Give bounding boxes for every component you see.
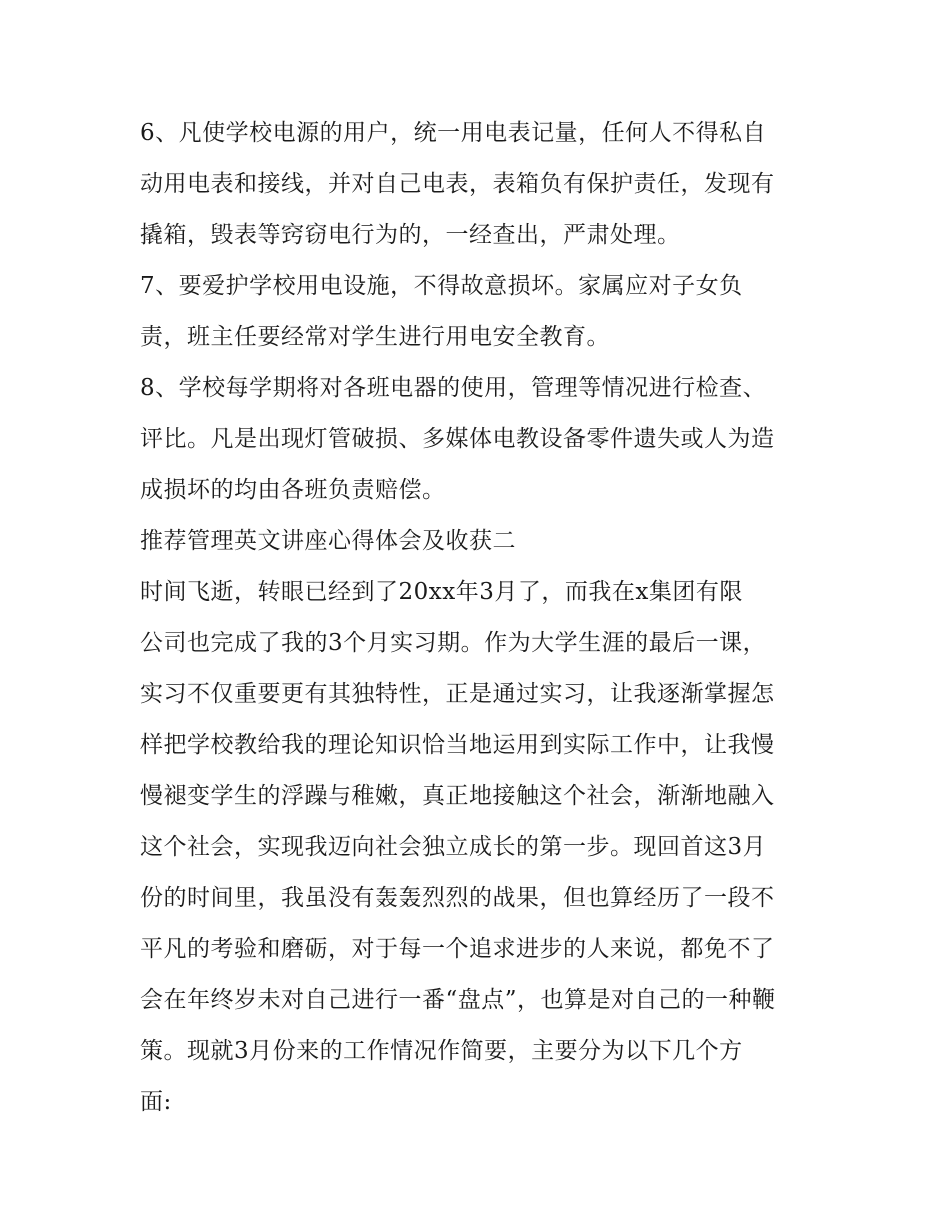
document-body: [140, 108, 820, 1128]
text-line: 样把学校教给我的理论知识恰当地运用到实际工作中，让我慢: [140, 732, 775, 758]
text-line: 评比。凡是出现灯管破损、多媒体电教设备零件遗失或人为造: [140, 426, 775, 452]
text-line: 实习不仅重要更有其独特性，正是通过实习，让我逐渐掌握怎: [140, 681, 775, 707]
text-line: 慢褪变学生的浮躁与稚嫩，真正地接触这个社会，渐渐地融入: [140, 783, 775, 809]
text-line: 动用电表和接线，并对自己电表，表箱负有保护责任，发现有: [140, 171, 775, 197]
text-line: 责，班主任要经常对学生进行用电安全教育。: [140, 324, 610, 350]
text-line: 面:: [140, 1089, 172, 1115]
text-line: 6、凡使学校电源的用户，统一用电表记量，任何人不得私自: [140, 120, 767, 146]
text-line: 时间飞逝，转眼已经到了20xx年3月了，而我在x集团有限: [140, 579, 743, 605]
text-line: 会在年终岁未对自己进行一番“盘点”，也算是对自己的一种鞭: [140, 987, 776, 1013]
text-line: 撬箱，毁表等窍窃电行为的，一经查出，严肃处理。: [140, 222, 681, 248]
text-line: 平凡的考验和磨砺，对于每一个追求进步的人来说，都免不了: [140, 936, 775, 962]
text-line: 公司也完成了我的3个月实习期。作为大学生涯的最后一课，: [140, 630, 767, 656]
text-line: 8、学校每学期将对各班电器的使用，管理等情况进行检查、: [140, 375, 767, 401]
text-line: 这个社会，实现我迈向社会独立成长的第一步。现回首这3月: [140, 834, 767, 860]
section-heading: 推荐管理英文讲座心得体会及收获二: [140, 528, 516, 554]
text-line: 7、要爱护学校用电设施，不得故意损坏。家属应对子女负: [140, 273, 743, 299]
text-line: 成损坏的均由各班负责赔偿。: [140, 477, 446, 503]
text-line: 策。现就3月份来的工作情况作简要，主要分为以下几个方: [140, 1038, 743, 1064]
text-line: 份的时间里，我虽没有轰轰烈烈的战果，但也算经历了一段不: [140, 885, 775, 911]
